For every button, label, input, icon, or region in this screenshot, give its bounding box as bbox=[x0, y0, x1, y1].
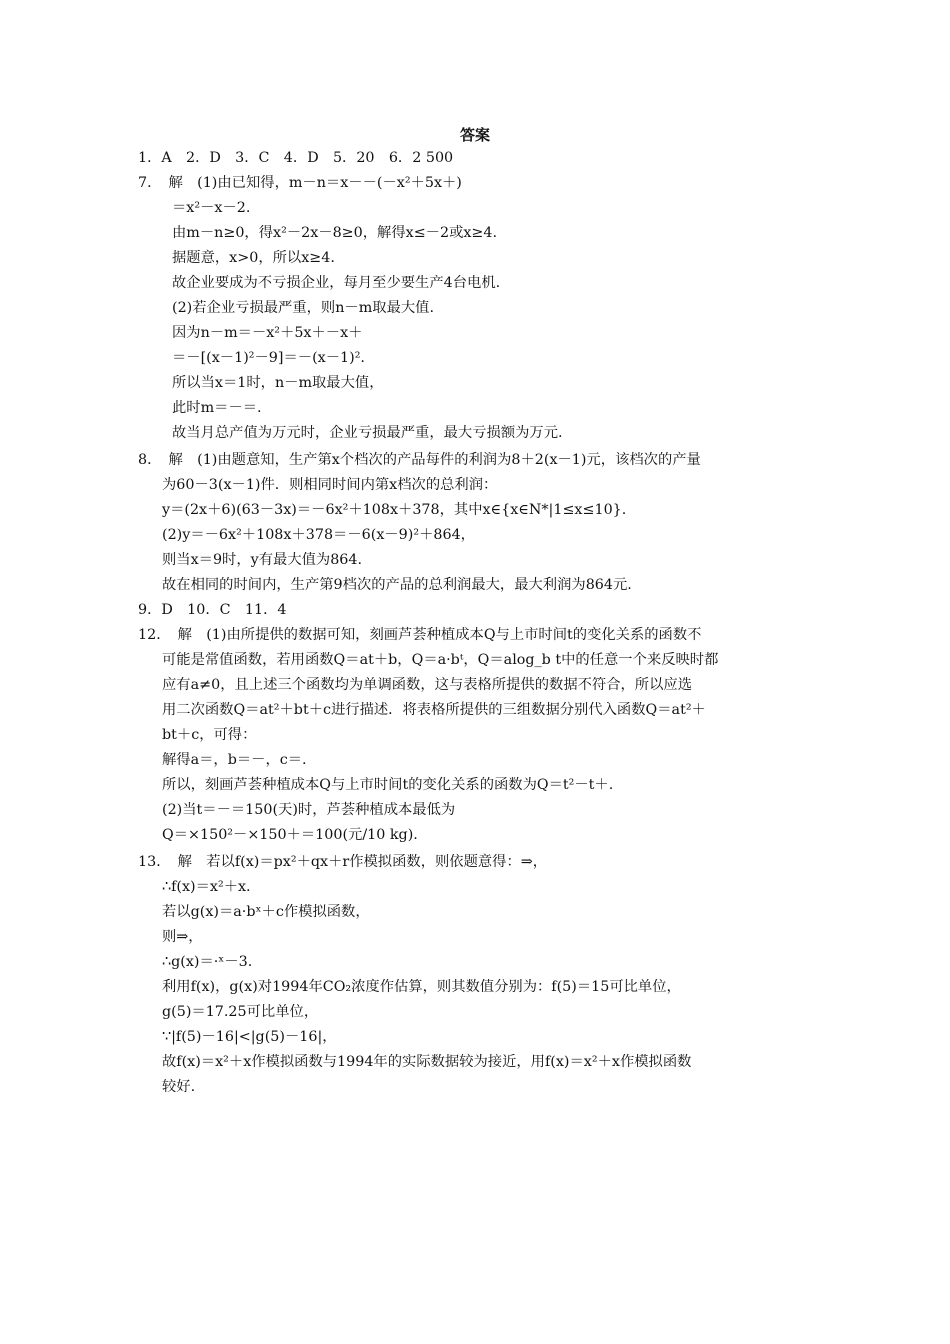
answer-line: 解得a＝，b＝－，c＝. bbox=[162, 752, 307, 768]
answer-line: ∵|f(5)－16|<|g(5)－16|， bbox=[162, 1029, 337, 1045]
answer-line: 则⇒， bbox=[162, 929, 203, 945]
answer-line: 所以，刻画芦荟种植成本Q与上市时间t的变化关系的函数为Q＝t²－t＋. bbox=[162, 777, 614, 793]
answer-line: 因为n－m＝－x²＋5x＋－x＋ bbox=[172, 325, 363, 341]
answer-line: (2)y＝－6x²＋108x＋378＝－6(x－9)²＋864， bbox=[162, 527, 475, 543]
answer-line: 若以g(x)＝a·bˣ＋c作模拟函数， bbox=[162, 904, 370, 920]
answer-line: 为60－3(x－1)件．则相同时间内第x档次的总利润： bbox=[162, 477, 498, 493]
answer-line: 此时m＝－＝. bbox=[172, 400, 262, 416]
answer-line: 据题意，x>0，所以x≥4. bbox=[172, 250, 335, 266]
answer-line: ∴g(x)＝·ˣ－3. bbox=[162, 954, 253, 970]
answer-line: g(5)＝17.25可比单位， bbox=[162, 1004, 319, 1020]
answer-line: 7． 解 (1)由已知得，m－n＝x－－(－x²＋5x＋) bbox=[138, 175, 462, 191]
answer-line: y＝(2x＋6)(63－3x)＝－6x²＋108x＋378，其中x∈{x∈N*|1≤x≤10}. bbox=[162, 502, 627, 518]
answer-line: 1．A 2．D 3．C 4．D 5．20 6．2 500 bbox=[138, 150, 454, 166]
answer-line: 故企业要成为不亏损企业，每月至少要生产4台电机. bbox=[172, 275, 501, 291]
answer-line: 所以当x＝1时，n－m取最大值， bbox=[172, 375, 384, 391]
answer-line: ＝x²－x－2. bbox=[172, 200, 251, 216]
answer-line: 故f(x)＝x²＋x作模拟函数与1994年的实际数据较为接近，用f(x)＝x²＋x作模拟函数 bbox=[162, 1054, 692, 1070]
answer-line: 8． 解 (1)由题意知，生产第x个档次的产品每件的利润为8＋2(x－1)元，该档次的产量 bbox=[138, 452, 701, 468]
answer-line: 应有a≠0，且上述三个函数均为单调函数，这与表格所提供的数据不符合，所以应选 bbox=[162, 677, 692, 693]
answer-line: 利用f(x)，g(x)对1994年CO₂浓度作估算，则其数值分别为：f(5)＝15可比单位， bbox=[162, 979, 681, 995]
answer-line: 则当x＝9时，y有最大值为864. bbox=[162, 552, 363, 568]
answer-line: 12． 解 (1)由所提供的数据可知，刻画芦荟种植成本Q与上市时间t的变化关系的函数不 bbox=[138, 627, 702, 643]
answer-line: 故在相同的时间内，生产第9档次的产品的总利润最大，最大利润为864元. bbox=[162, 577, 632, 593]
answer-line: 由m－n≥0，得x²－2x－8≥0，解得x≤－2或x≥4. bbox=[172, 225, 498, 241]
answer-line: 9．D 10．C 11．4 bbox=[138, 602, 287, 618]
answer-line: (2)若企业亏损最严重，则n－m取最大值. bbox=[172, 300, 435, 316]
answer-line: 故当月总产值为万元时，企业亏损最严重，最大亏损额为万元. bbox=[172, 425, 563, 441]
answer-line: 用二次函数Q＝at²＋bt＋c进行描述．将表格所提供的三组数据分别代入函数Q＝at²＋ bbox=[162, 702, 706, 718]
answer-line: 较好. bbox=[162, 1079, 196, 1095]
answer-line: 可能是常值函数，若用函数Q＝at＋b，Q＝a·bᵗ，Q＝alog_b t中的任意一个来反映时都 bbox=[162, 652, 719, 668]
answer-line: ∴f(x)＝x²＋x. bbox=[162, 879, 251, 895]
answer-line: (2)当t＝－＝150(天)时，芦荟种植成本最低为 bbox=[162, 802, 456, 818]
answer-line: bt＋c，可得： bbox=[162, 727, 257, 743]
answer-line: ＝－[(x－1)²－9]＝－(x－1)². bbox=[172, 350, 365, 366]
answer-line: Q＝×150²－×150＋＝100(元/10 kg). bbox=[162, 827, 418, 843]
answer-line: 13． 解 若以f(x)＝px²＋qx＋r作模拟函数，则依题意得：⇒， bbox=[138, 854, 548, 870]
page-title: 答案 bbox=[459, 126, 490, 144]
